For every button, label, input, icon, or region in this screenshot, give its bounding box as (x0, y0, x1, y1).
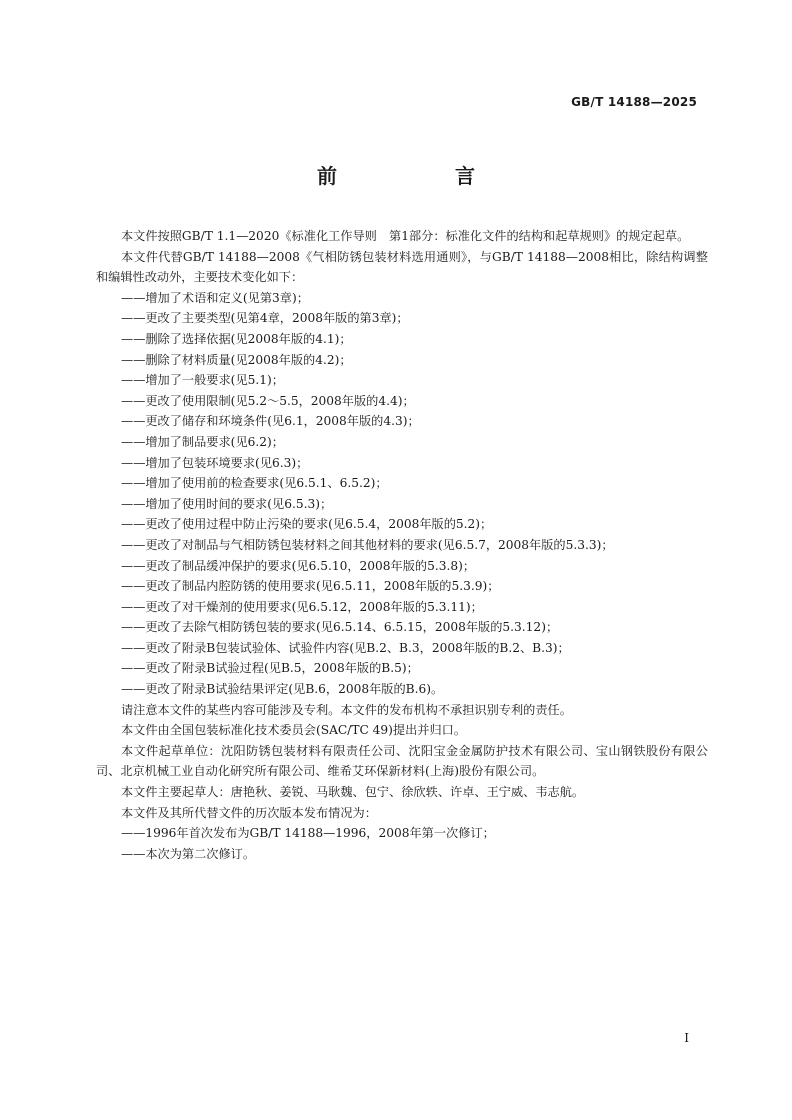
list-item: ——本次为第二次修订。 (121, 846, 256, 861)
list-item: ——更改了制品缓冲保护的要求(见6.5.10，2008年版的5.3.8)； (121, 558, 476, 573)
list-item: ——1996年首次发布为GB/T 14188—1996，2008年第一次修订； (121, 826, 495, 841)
list-item: ——增加了包装环境要求(见6.3)； (121, 455, 309, 470)
history-list (96, 823, 708, 864)
standard-number: GB/T 14188—2025 (571, 95, 697, 109)
list-item: ——更改了使用过程中防止污染的要求(见6.5.4，2008年版的5.2)； (121, 517, 493, 532)
list-item: ——更改了储存和环境条件(见6.1，2008年版的4.3)； (121, 414, 420, 429)
paragraph-proposer: 本文件由全国包装标准化技术委员会(SAC/TC 49)提出并归口。 (121, 723, 467, 738)
list-item: ——更改了附录B包装试验体、试验件内容(见B.2、B.3，2008年版的B.2、B.3)； (121, 640, 570, 655)
paragraph-structure: 本文件按照GB/T 1.1—2020《标准化工作导则 第1部分：标准化文件的结构和起草规则》的规定起草。 (121, 229, 690, 243)
list-item: ——更改了主要类型(见第4章，2008年版的第3章)； (121, 311, 409, 326)
list-item: ——更改了制品内腔防锈的使用要求(见6.5.11，2008年版的5.3.9)； (121, 579, 500, 594)
page-title: 前 言 (317, 164, 501, 188)
changes-list (96, 288, 708, 700)
paragraph-patent-notice: 请注意本文件的某些内容可能涉及专利。本文件的发布机构不承担识别专利的责任。 (121, 702, 572, 717)
list-item: ——更改了使用限制(见5.2～5.5，2008年版的4.4)； (121, 393, 415, 408)
list-item: ——增加了术语和定义(见第3章)； (121, 290, 309, 305)
paragraph-drafting-units: 本文件起草单位：沈阳防锈包装材料有限责任公司、沈阳宝金金属防护技术有限公司、宝山钢铁股份有限公司、北京机械工业自动化研究所有限公司、维希艾环保新材料(上海)股份有限公司。 (96, 743, 708, 779)
list-item: ——删除了材料质量(见2008年版的4.2)； (121, 352, 352, 367)
document-body (96, 226, 708, 864)
list-item: ——删除了选择依据(见2008年版的4.1)； (121, 331, 352, 346)
list-item: ——更改了去除气相防锈包装的要求(见6.5.14、6.5.15，2008年版的5.3.12)； (121, 620, 559, 635)
list-item: ——更改了对制品与气相防锈包装材料之间其他材料的要求(见6.5.7，2008年版的5.3.3)； (121, 537, 614, 552)
paragraph-replacement: 本文件代替GB/T 14188—2008《气相防锈包装材料选用通则》，与GB/T 14188—2008相比，除结构调整和编辑性改动外，主要技术变化如下： (96, 249, 708, 285)
page-number: I (684, 1031, 689, 1045)
list-item: ——更改了附录B试验结果评定(见B.6，2008年版的B.6)。 (121, 682, 444, 697)
list-item: ——增加了制品要求(见6.2)； (121, 434, 284, 449)
paragraph-drafters: 本文件主要起草人：唐艳秋、姜锐、马耿魏、包宁、徐欣轶、许卓、王宁威、韦志航。 (121, 785, 585, 800)
list-item: ——更改了附录B试验过程(见B.5，2008年版的B.5)； (121, 661, 419, 676)
list-item: ——增加了使用时间的要求(见6.5.3)； (121, 496, 333, 511)
list-item: ——更改了对干燥剂的使用要求(见6.5.12，2008年版的5.3.11)； (121, 599, 483, 614)
list-item: ——增加了使用前的检查要求(见6.5.1、6.5.2)； (121, 476, 388, 491)
paragraph-history-intro: 本文件及其所代替文件的历次版本发布情况为： (121, 805, 377, 820)
list-item: ——增加了一般要求(见5.1)； (121, 373, 284, 388)
